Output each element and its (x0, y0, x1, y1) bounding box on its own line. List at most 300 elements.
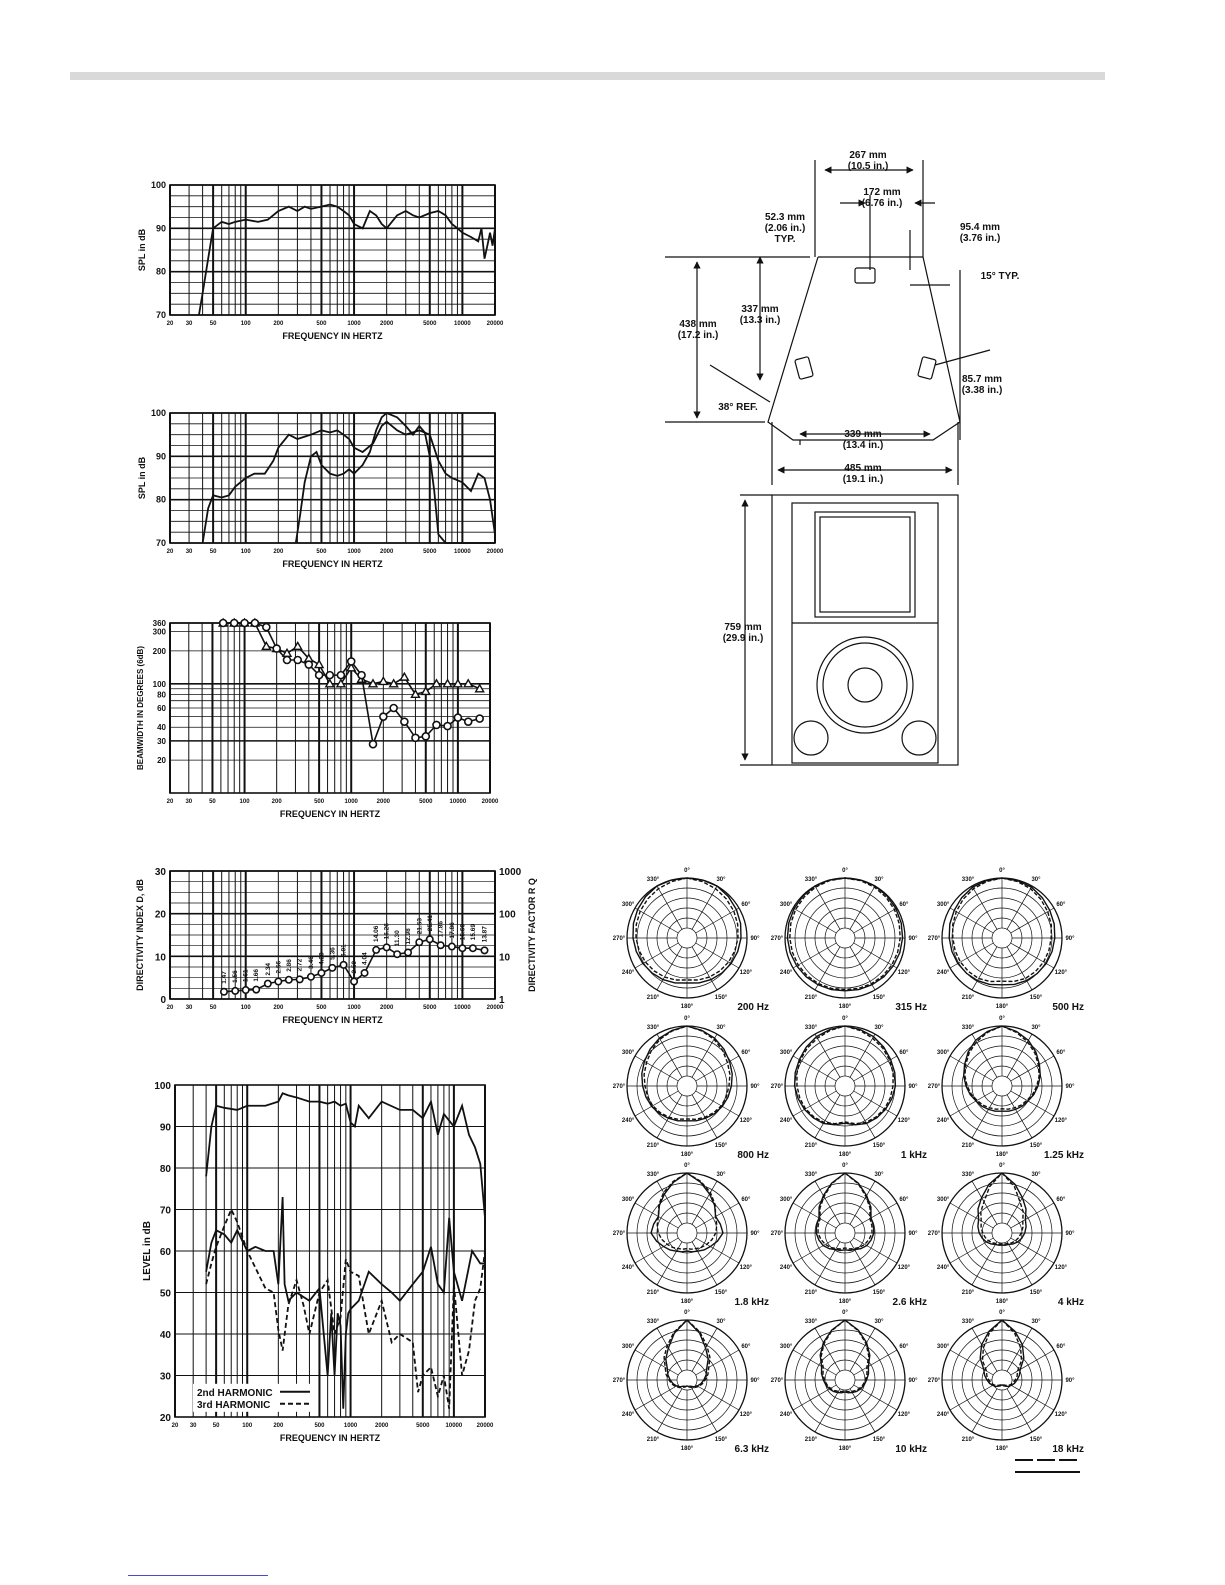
q-value-label: 16.26 (383, 923, 391, 940)
polar-angle-label: 210° (804, 1142, 818, 1149)
polar-frequency-label: 18 kHz (1052, 1444, 1084, 1455)
directivity-point (427, 936, 433, 942)
dim-438: 438 mm (679, 319, 717, 330)
polar-angle-label: 330° (804, 1319, 818, 1326)
polar-ring (992, 1223, 1012, 1243)
x-tick-label: 5000 (423, 1005, 437, 1011)
polar-angle-label: 90° (1065, 1084, 1075, 1090)
q-value-label: 4.04 (361, 952, 369, 965)
x-tick-label: 2000 (379, 321, 394, 327)
polar-angle-label: 0° (842, 1163, 848, 1169)
polar-angle-label: 210° (804, 1289, 818, 1296)
x-tick-label: 1000 (344, 799, 358, 805)
polar-angle-label: 0° (684, 1310, 690, 1316)
polar-angle-label: 270° (927, 1378, 941, 1384)
x-tick-label: 5000 (416, 1423, 430, 1429)
polar-angle-label: 90° (750, 1231, 760, 1237)
polar-angle-label: 300° (936, 1050, 950, 1056)
y-tick-label: 100 (150, 408, 166, 418)
q-value-label: 3.46 (307, 956, 315, 969)
polar-angle-label: 210° (646, 1142, 660, 1149)
polar-angle-label: 60° (741, 1344, 751, 1350)
polar-angle-label: 210° (646, 1289, 660, 1296)
beamwidth-vertical-point (220, 620, 227, 627)
polar-angle-label: 150° (714, 1289, 728, 1296)
y-tick-label: 70 (155, 310, 166, 320)
polar-angle-label: 150° (714, 1436, 728, 1443)
polar-angle-label: 0° (999, 1163, 1005, 1169)
q-value-label: 1.66 (253, 968, 261, 982)
polar-angle-label: 90° (750, 1084, 760, 1090)
polar-angle-label: 120° (1054, 970, 1068, 976)
polar-plots-grid (600, 860, 1100, 1480)
polar-angle-label: 60° (741, 1197, 751, 1203)
polar-angle-label: 270° (770, 1231, 784, 1237)
polar-plot (771, 868, 927, 1013)
polar-angle-label: 330° (646, 877, 660, 884)
y-tick-label: 30 (159, 1371, 171, 1383)
x-tick-label: 100 (242, 1423, 253, 1429)
directivity-point (373, 947, 379, 953)
polar-angle-label: 60° (1056, 1197, 1066, 1203)
q-value-label: 2.59 (351, 960, 359, 974)
x-tick-label: 10000 (454, 1005, 471, 1011)
directivity-point (405, 949, 411, 955)
x-tick-label: 30 (185, 799, 193, 805)
polar-angle-label: 180° (838, 1152, 852, 1158)
polar-angle-label: 330° (961, 1172, 975, 1179)
polar-angle-label: 270° (770, 936, 784, 942)
x-tick-label: 10000 (445, 1423, 463, 1429)
polar-plot (613, 1310, 769, 1455)
x-tick-label: 5000 (419, 799, 433, 805)
x-tick-label: 10000 (454, 321, 471, 327)
y-tick-label: 100 (154, 1081, 171, 1092)
y-tick-label: 70 (159, 1205, 171, 1217)
polar-angle-label: 270° (770, 1378, 784, 1384)
polar-ring (835, 1223, 855, 1243)
y-axis-label: SPL in dB (137, 456, 147, 500)
polar-plot (771, 1163, 927, 1308)
polar-angle-label: 240° (779, 970, 793, 976)
polar-angle-label: 120° (739, 970, 753, 976)
polar-angle-label: 60° (1056, 1050, 1066, 1056)
polar-angle-label: 30° (716, 877, 726, 884)
polar-angle-label: 180° (680, 1446, 694, 1452)
polar-angle-label: 30° (1031, 1172, 1041, 1179)
polar-angle-label: 60° (1056, 1344, 1066, 1350)
beamwidth-vertical-point (263, 624, 270, 631)
beamwidth-vertical-point (316, 672, 323, 679)
polar-frequency-label: 315 Hz (895, 1002, 927, 1013)
polar-angle-label: 210° (646, 1436, 660, 1443)
polar-angle-label: 240° (621, 970, 635, 976)
directivity-point (394, 951, 400, 957)
polar-angle-label: 60° (899, 1197, 909, 1203)
beamwidth-vertical-point (305, 661, 312, 668)
polar-angle-label: 270° (612, 936, 626, 942)
polar-ring (835, 1370, 855, 1390)
dim-485: 485 mm (844, 463, 882, 474)
polar-angle-label: 210° (961, 1142, 975, 1149)
y-tick-label: 30 (154, 867, 166, 878)
polar-angle-label: 120° (897, 1118, 911, 1124)
directivity-point (416, 939, 422, 945)
polar-angle-label: 180° (995, 1299, 1009, 1305)
beamwidth-vertical-point (476, 715, 483, 722)
beamwidth-vertical-point (390, 705, 397, 712)
x-tick-label: 20000 (481, 799, 499, 805)
polar-angle-label: 300° (621, 1197, 635, 1203)
polar-angle-label: 270° (927, 936, 941, 942)
polar-ring (677, 928, 697, 948)
footer-link-underline (128, 1575, 268, 1576)
y-tick-label: 40 (157, 723, 166, 733)
polar-ring (835, 1076, 855, 1096)
polar-angle-label: 240° (621, 1265, 635, 1271)
cabinet-dimension-drawing (660, 140, 1060, 775)
q-value-label: 21.53 (416, 917, 424, 935)
beamwidth-vertical-point (284, 657, 291, 664)
polar-angle-label: 30° (874, 1025, 884, 1032)
polar-ring (992, 1076, 1012, 1096)
polar-frequency-label: 200 Hz (737, 1002, 769, 1013)
polar-angle-label: 240° (779, 1412, 793, 1418)
beamwidth-vertical-point (337, 672, 344, 679)
polar-angle-label: 240° (779, 1265, 793, 1271)
polar-angle-label: 180° (995, 1446, 1009, 1452)
polar-angle-label: 210° (804, 1436, 818, 1443)
beamwidth-vertical-point (369, 741, 376, 748)
dim-759-in: (29.9 in.) (722, 633, 764, 644)
polar-angle-label: 30° (874, 877, 884, 884)
polar-angle-label: 90° (908, 936, 918, 942)
beamwidth-vertical-point (422, 733, 429, 740)
beamwidth-vertical-point (401, 718, 408, 725)
beamwidth-vertical-point (433, 721, 440, 728)
polar-angle-label: 120° (739, 1118, 753, 1124)
polar-angle-label: 150° (872, 1289, 886, 1296)
x-axis-label: FREQUENCY IN HERTZ (282, 331, 383, 341)
x-tick-label: 50 (212, 1423, 220, 1429)
polar-angle-label: 240° (779, 1118, 793, 1124)
polar-angle-label: 150° (1029, 994, 1043, 1001)
polar-angle-label: 60° (899, 902, 909, 908)
x-tick-label: 20000 (486, 1005, 504, 1011)
polar-frequency-label: 1 kHz (900, 1150, 927, 1161)
dim-267: 267 mm (849, 150, 887, 161)
x-tick-label: 20 (166, 799, 174, 805)
beamwidth-horizontal-point (262, 642, 270, 649)
x-axis-label: FREQUENCY IN HERTZ (279, 1433, 381, 1443)
directivity-point (340, 962, 346, 968)
y-tick-label: 100 (150, 180, 166, 190)
x-tick-label: 30 (189, 1423, 197, 1429)
dim-337-in: (13.3 in.) (739, 315, 781, 326)
x-tick-label: 500 (314, 799, 325, 805)
polar-angle-label: 30° (1031, 1025, 1041, 1032)
legend-2nd-label: 2nd HARMONIC (197, 1387, 273, 1399)
beamwidth-vertical-point (294, 657, 301, 664)
polar-plot (928, 1016, 1084, 1161)
polar-frequency-label: 4 kHz (1057, 1297, 1084, 1308)
q-value-label: 1.56 (232, 970, 240, 983)
beamwidth-vertical-point (273, 645, 280, 652)
dim-typ: TYP. (774, 234, 796, 245)
polar-angle-label: 30° (874, 1319, 884, 1326)
polar-angle-label: 120° (897, 1412, 911, 1418)
x-tick-label: 20000 (476, 1423, 494, 1429)
polar-angle-label: 300° (621, 902, 635, 908)
beamwidth-horizontal-point (369, 680, 377, 687)
polar-frequency-label: 2.6 kHz (892, 1297, 927, 1308)
polar-angle-label: 30° (716, 1172, 726, 1179)
polar-angle-label: 270° (770, 1084, 784, 1090)
polar-angle-label: 120° (1054, 1118, 1068, 1124)
polar-angle-label: 300° (779, 1050, 793, 1056)
y-tick-label: 90 (155, 451, 166, 462)
dim-339-in: (13.4 in.) (842, 440, 884, 451)
y-tick-label: 80 (159, 1164, 171, 1175)
polar-angle-label: 300° (936, 902, 950, 908)
polar-angle-label: 150° (1029, 1142, 1043, 1149)
beamwidth-horizontal-point (464, 680, 472, 687)
x-tick-label: 500 (314, 1423, 325, 1429)
polar-angle-label: 300° (621, 1344, 635, 1350)
polar-angle-label: 90° (1065, 1231, 1075, 1237)
y2-tick-label: 10 (499, 952, 511, 964)
y-tick-label: 10 (154, 952, 166, 964)
q-value-label: 17.86 (448, 922, 456, 939)
y-tick-label: 20 (157, 756, 166, 766)
polar-angle-label: 330° (646, 1172, 660, 1179)
polar-angle-label: 210° (961, 1436, 975, 1443)
x-tick-label: 20 (166, 1005, 174, 1011)
y-axis-label: DIRECTIVITY INDEX D, dB (135, 879, 145, 991)
polar-ring (992, 1370, 1012, 1390)
dim-85: 85.7 mm (961, 374, 1003, 385)
y-tick-label: 80 (155, 494, 166, 505)
beamwidth-vertical-point (231, 620, 238, 627)
polar-angle-label: 180° (995, 1004, 1009, 1010)
directivity-point (243, 987, 249, 993)
q-value-label: 15.60 (459, 923, 467, 941)
beamwidth-horizontal-point (390, 680, 398, 687)
polar-angle-label: 180° (680, 1004, 694, 1010)
polar-angle-label: 300° (621, 1050, 635, 1056)
y-axis-label: SPL in dB (137, 228, 147, 272)
polar-angle-label: 330° (961, 877, 975, 884)
polar-angle-label: 120° (739, 1265, 753, 1271)
y-tick-label: 360 (152, 619, 166, 628)
polar-angle-label: 120° (897, 1265, 911, 1271)
y-tick-label: 90 (159, 1122, 171, 1134)
x-tick-label: 30 (185, 1005, 193, 1011)
polar-angle-label: 150° (1029, 1436, 1043, 1443)
x-tick-label: 100 (239, 799, 250, 805)
x-tick-label: 200 (273, 321, 284, 327)
x-tick-label: 5000 (423, 549, 437, 555)
polar-plot (928, 1310, 1084, 1455)
x-tick-label: 100 (240, 1005, 251, 1011)
beamwidth-horizontal-point (432, 680, 440, 687)
directivity-point (470, 945, 476, 951)
polar-angle-label: 270° (612, 1378, 626, 1384)
x-tick-label: 30 (185, 549, 193, 555)
polar-angle-label: 30° (874, 1172, 884, 1179)
polar-angle-label: 60° (741, 902, 751, 908)
angle-38: 38° REF. (718, 402, 758, 413)
driver-response-chart (130, 403, 690, 583)
y-tick-label: 20 (154, 909, 166, 921)
polar-angle-label: 0° (842, 1310, 848, 1316)
directivity-point (351, 978, 357, 984)
polar-angle-label: 330° (804, 1172, 818, 1179)
polar-frequency-label: 10 kHz (895, 1444, 927, 1455)
beamwidth-vertical-point (251, 620, 258, 627)
q-value-label: 15.69 (469, 923, 477, 941)
x-tick-label: 20 (166, 549, 174, 555)
directivity-point (383, 944, 389, 950)
dim-759: 759 mm (724, 622, 762, 633)
dim-172-in: (6.76 in.) (861, 198, 903, 209)
beamwidth-horizontal-point (326, 680, 334, 687)
q-value-label: 5.36 (329, 947, 337, 960)
polar-angle-label: 0° (842, 868, 848, 874)
x-tick-label: 2000 (374, 1423, 389, 1429)
polar-angle-label: 120° (1054, 1412, 1068, 1418)
directivity-point (275, 978, 281, 984)
polar-plot (613, 1016, 769, 1161)
dim-172: 172 mm (863, 187, 901, 198)
y2-tick-label: 1000 (499, 867, 522, 878)
polar-angle-label: 0° (684, 1016, 690, 1022)
polar-angle-label: 0° (842, 1016, 848, 1022)
polar-angle-label: 90° (750, 1378, 760, 1384)
x-tick-label: 5000 (423, 321, 437, 327)
y-tick-label: 80 (157, 690, 166, 700)
directivity-point (481, 947, 487, 953)
beamwidth-horizontal-point (476, 685, 484, 692)
y-tick-label: 40 (159, 1330, 171, 1341)
x-tick-label: 20 (171, 1423, 179, 1429)
directivity-point (265, 980, 271, 986)
q-value-label: 2.34 (264, 962, 272, 976)
q-value-label: 25.41 (426, 914, 434, 932)
polar-angle-label: 180° (838, 1299, 852, 1305)
x-tick-label: 20 (166, 321, 174, 327)
beamwidth-horizontal-point (454, 680, 462, 687)
polar-angle-label: 90° (908, 1084, 918, 1090)
x-tick-label: 50 (209, 549, 217, 555)
x-tick-label: 500 (316, 321, 327, 327)
polar-angle-label: 300° (936, 1344, 950, 1350)
beamwidth-vertical-point (241, 620, 248, 627)
polar-angle-label: 240° (621, 1118, 635, 1124)
y-tick-label: 50 (159, 1288, 171, 1300)
dim-339: 339 mm (844, 429, 882, 440)
directivity-point (286, 977, 292, 983)
polar-angle-label: 30° (716, 1319, 726, 1326)
x-tick-label: 100 (240, 321, 251, 327)
directivity-point (221, 989, 227, 995)
dim-438-in: (17.2 in.) (677, 330, 719, 341)
polar-angle-label: 150° (1029, 1289, 1043, 1296)
x-tick-label: 200 (273, 1423, 284, 1429)
y-tick-label: 70 (155, 538, 166, 548)
directivity-point (308, 974, 314, 980)
directivity-point (361, 970, 367, 976)
polar-angle-label: 150° (714, 994, 728, 1001)
polar-angle-label: 330° (961, 1319, 975, 1326)
polar-angle-label: 150° (714, 1142, 728, 1149)
dim-485-in: (19.1 in.) (842, 474, 884, 485)
dim-52-in: (2.06 in.) (764, 223, 806, 234)
x-axis-label: FREQUENCY IN HERTZ (279, 809, 381, 819)
polar-angle-label: 180° (838, 1004, 852, 1010)
beamwidth-vertical-point (348, 658, 355, 665)
polar-angle-label: 240° (936, 1412, 950, 1418)
y-tick-label: 60 (159, 1247, 171, 1258)
polar-angle-label: 120° (897, 970, 911, 976)
x-tick-label: 20000 (486, 321, 504, 327)
y2-tick-label: 1 (499, 995, 505, 1006)
polar-angle-label: 210° (961, 1289, 975, 1296)
beamwidth-vertical-point (465, 718, 472, 725)
polar-angle-label: 240° (936, 970, 950, 976)
q-value-label: 2.86 (285, 959, 293, 972)
polar-frequency-label: 500 Hz (1052, 1002, 1084, 1013)
x-tick-label: 100 (240, 549, 251, 555)
polar-angle-label: 180° (680, 1152, 694, 1158)
x-tick-label: 50 (209, 799, 216, 805)
beamwidth-vertical-point (412, 734, 419, 741)
beamwidth-chart (130, 615, 690, 819)
x-axis-label: FREQUENCY IN HERTZ (282, 1015, 383, 1025)
polar-angle-label: 60° (741, 1050, 751, 1056)
beamwidth-horizontal-point (379, 677, 387, 684)
directivity-point (449, 943, 455, 949)
polar-angle-label: 0° (999, 868, 1005, 874)
beamwidth-vertical-point (444, 723, 451, 730)
polar-angle-label: 90° (1065, 1378, 1075, 1384)
y-tick-label: 80 (155, 266, 166, 277)
directivity-point (318, 970, 324, 976)
polar-angle-label: 240° (936, 1265, 950, 1271)
polar-angle-label: 120° (739, 1412, 753, 1418)
x-tick-label: 2000 (376, 799, 391, 805)
polar-angle-label: 150° (872, 1436, 886, 1443)
q-value-label: 14.06 (373, 925, 381, 942)
x-tick-label: 200 (273, 549, 284, 555)
beamwidth-horizontal-point (315, 661, 323, 668)
y-axis-label: LEVEL in dB (142, 1221, 153, 1281)
polar-angle-label: 90° (908, 1378, 918, 1384)
header-rule (70, 72, 1105, 80)
y-tick-label: 300 (152, 627, 166, 637)
x-tick-label: 10000 (454, 549, 471, 555)
polar-angle-label: 90° (908, 1231, 918, 1237)
dim-85-in: (3.38 in.) (961, 385, 1003, 396)
x-tick-label: 500 (316, 549, 327, 555)
polar-angle-label: 90° (750, 936, 760, 942)
y-axis-label: BEAMWIDTH IN DEGREES (6dB) (136, 646, 145, 770)
polar-frequency-label: 1.25 kHz (1043, 1150, 1084, 1161)
beamwidth-horizontal-point (294, 642, 302, 649)
directivity-point (297, 976, 303, 982)
x-tick-label: 1000 (347, 549, 361, 555)
polar-angle-label: 330° (961, 1025, 975, 1032)
